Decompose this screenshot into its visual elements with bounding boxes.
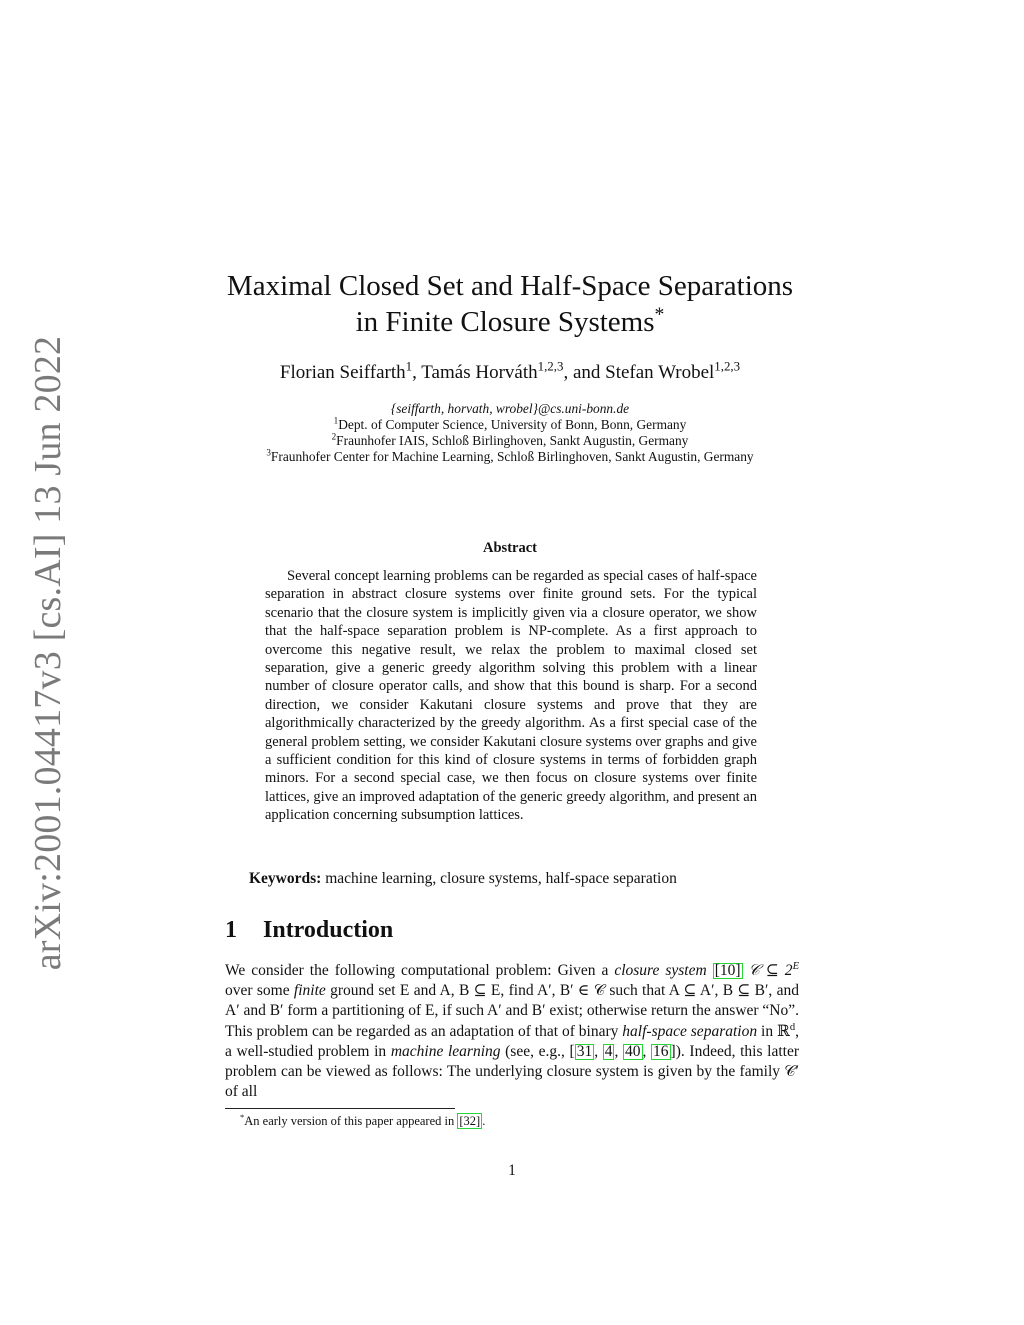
paper-title: [180, 268, 840, 340]
affiliation-line: [180, 433, 840, 449]
footnote-text: An early version of this paper appeared in: [244, 1114, 458, 1128]
intro-text: ground set E and A, B ⊆ E, find A′, B′ ∈ 𝒞 such that A ⊆ A′, B ⊆ B′, and A′ and B′ form a partitioning of E, if such A′ and B′ exist; otherwise return the answer “No”. This problem can be regarded as an adaptation of that of binary: [225, 982, 800, 1040]
affiliation-mark: 3: [266, 447, 271, 458]
author-name: Tamás Horváth: [421, 362, 538, 383]
affiliation-line: [180, 449, 840, 465]
intro-emphasis: machine learning: [390, 1042, 501, 1060]
author-name: Florian Seiffarth: [279, 362, 406, 383]
abstract-body: [265, 567, 757, 825]
section-title: Introduction: [263, 917, 394, 943]
citation-link[interactable]: [32]: [459, 1114, 481, 1128]
page-number: 1: [508, 1162, 516, 1179]
affiliation-mark: 1: [333, 415, 339, 426]
author-separator: ,: [412, 362, 422, 383]
math-superscript: E: [792, 960, 799, 972]
footnote-mark: *: [240, 1111, 245, 1122]
keywords-label: Keywords:: [249, 870, 322, 887]
footnote: *An early version of this paper appeared in [32] .: [240, 1111, 486, 1128]
footnote-rule: [225, 1108, 455, 1109]
author-affiliation-mark: 1: [405, 358, 413, 374]
math-expression: 𝒞 ⊆ 2: [748, 962, 793, 979]
intro-text: over some: [225, 982, 294, 1000]
intro-text: (see, e.g.,: [500, 1042, 570, 1060]
citation-number: 10: [719, 962, 736, 979]
citation-link[interactable]: 40: [625, 1042, 641, 1060]
title-line-1: Maximal Closed Set and Half-Space Separations: [226, 270, 794, 302]
keywords: [249, 870, 809, 888]
author-emails: [180, 401, 840, 417]
abstract-heading: Abstract: [483, 540, 537, 556]
introduction-paragraph: We consider the following computational problem: Given a closure system [10] 𝒞 ⊆ $2^E$ over some finite ground set E and A, B ⊆ E, find A′, B′ ∈ 𝒞 such that A ⊆ A′, B ⊆ B′, and A′ and B′ form a partitioning of E, if such A′ and B′ exist; otherwise return the answer “No”. This problem can be regarded as an adaptation of that of binary half-space separation in ℝ$^d$, a well-studied problem in machine learning (see, e.g., [ 31 , 4 , 40 , 16 ]). Indeed, this latter problem can be viewed as follows: The underlying closure system is given by the family 𝒞′ of all: [225, 960, 800, 1101]
title-line-2-text: in Finite Closure Systems: [355, 306, 655, 338]
section-heading: [225, 917, 393, 944]
arxiv-side-label: [18, 335, 78, 971]
affiliation-line: [180, 417, 840, 433]
affiliation-text: Dept. of Computer Science, University of Bonn, Bonn, Germany: [338, 417, 687, 432]
arxiv-identifier: arXiv:2001.04417v3 [cs.AI] 13 Jun 2022: [27, 335, 69, 971]
intro-text: , a well-studied problem in: [225, 1022, 799, 1060]
citation-link[interactable]: [10]: [714, 962, 741, 979]
intro-emphasis: closure system: [614, 962, 707, 979]
author-affiliation-mark: 1,2,3: [714, 358, 741, 374]
intro-emphasis: finite: [293, 982, 326, 1000]
title-footnote-mark: *: [654, 303, 665, 326]
author-separator: , and: [563, 362, 606, 383]
introduction-body: [225, 961, 799, 1102]
math-superscript: d: [789, 1021, 796, 1033]
affiliation-mark: 2: [331, 431, 337, 442]
intro-text: We consider the following computational problem: Given a: [225, 962, 615, 979]
abstract-paragraph: Several concept learning problems can be regarded as special cases of half-space separation in abstract closure systems over finite ground sets. For the typical scenario that the closure system is implicitly given via a closure operator, we show that the half-space separation problem is NP-complete. As a first approach to overcome this negative result, we relax the problem to maximal closed set separation, give a generic greedy algorithm solving this problem with a linear number of closure operator calls, and show that this bound is sharp. For a second direction, we consider Kakutani closure systems and prove that they are algorithmically characterized by the greedy algorithm. As a first special case of the general problem setting, we consider Kakutani closure systems over graphs and give a sufficient condition for this kind of closure systems in terms of forbidden graph minors. For a second special case, we then focus on closure systems over finite lattices, give an improved adaptation of the generic greedy algorithm, and present an application concerning subsumption lattices.: [265, 568, 757, 824]
author-name: Stefan Wrobel: [605, 362, 715, 383]
intro-emphasis: half-space separation: [622, 1022, 758, 1040]
title-line-2: [180, 304, 840, 340]
affiliation-text: Fraunhofer IAIS, Schloß Birlinghoven, Sankt Augustin, Germany: [336, 433, 689, 448]
author-list: [180, 358, 840, 384]
intro-text: ). Indeed, this latter problem can be viewed as follows: The underlying closure system is given by the family 𝒞′ of all: [225, 1042, 799, 1101]
affiliation-text: Fraunhofer Center for Machine Learning, Schloß Birlinghoven, Sankt Augustin, Germany: [270, 449, 754, 464]
keywords-text: machine learning, closure systems, half-space separation: [325, 870, 677, 887]
citation-link[interactable]: 16: [653, 1042, 669, 1060]
affiliations: [180, 401, 840, 465]
email-text: {seiffarth, horvath, wrobel}@cs.uni-bonn.de: [390, 401, 630, 416]
section-number: 1: [225, 917, 237, 943]
intro-math: [749, 962, 799, 979]
citation-link[interactable]: 4: [604, 1042, 613, 1060]
citation-link[interactable]: 31: [576, 1042, 593, 1060]
intro-text: in ℝ: [757, 1022, 790, 1040]
citation-number: 32: [463, 1114, 477, 1128]
author-affiliation-mark: 1,2,3: [537, 358, 564, 374]
